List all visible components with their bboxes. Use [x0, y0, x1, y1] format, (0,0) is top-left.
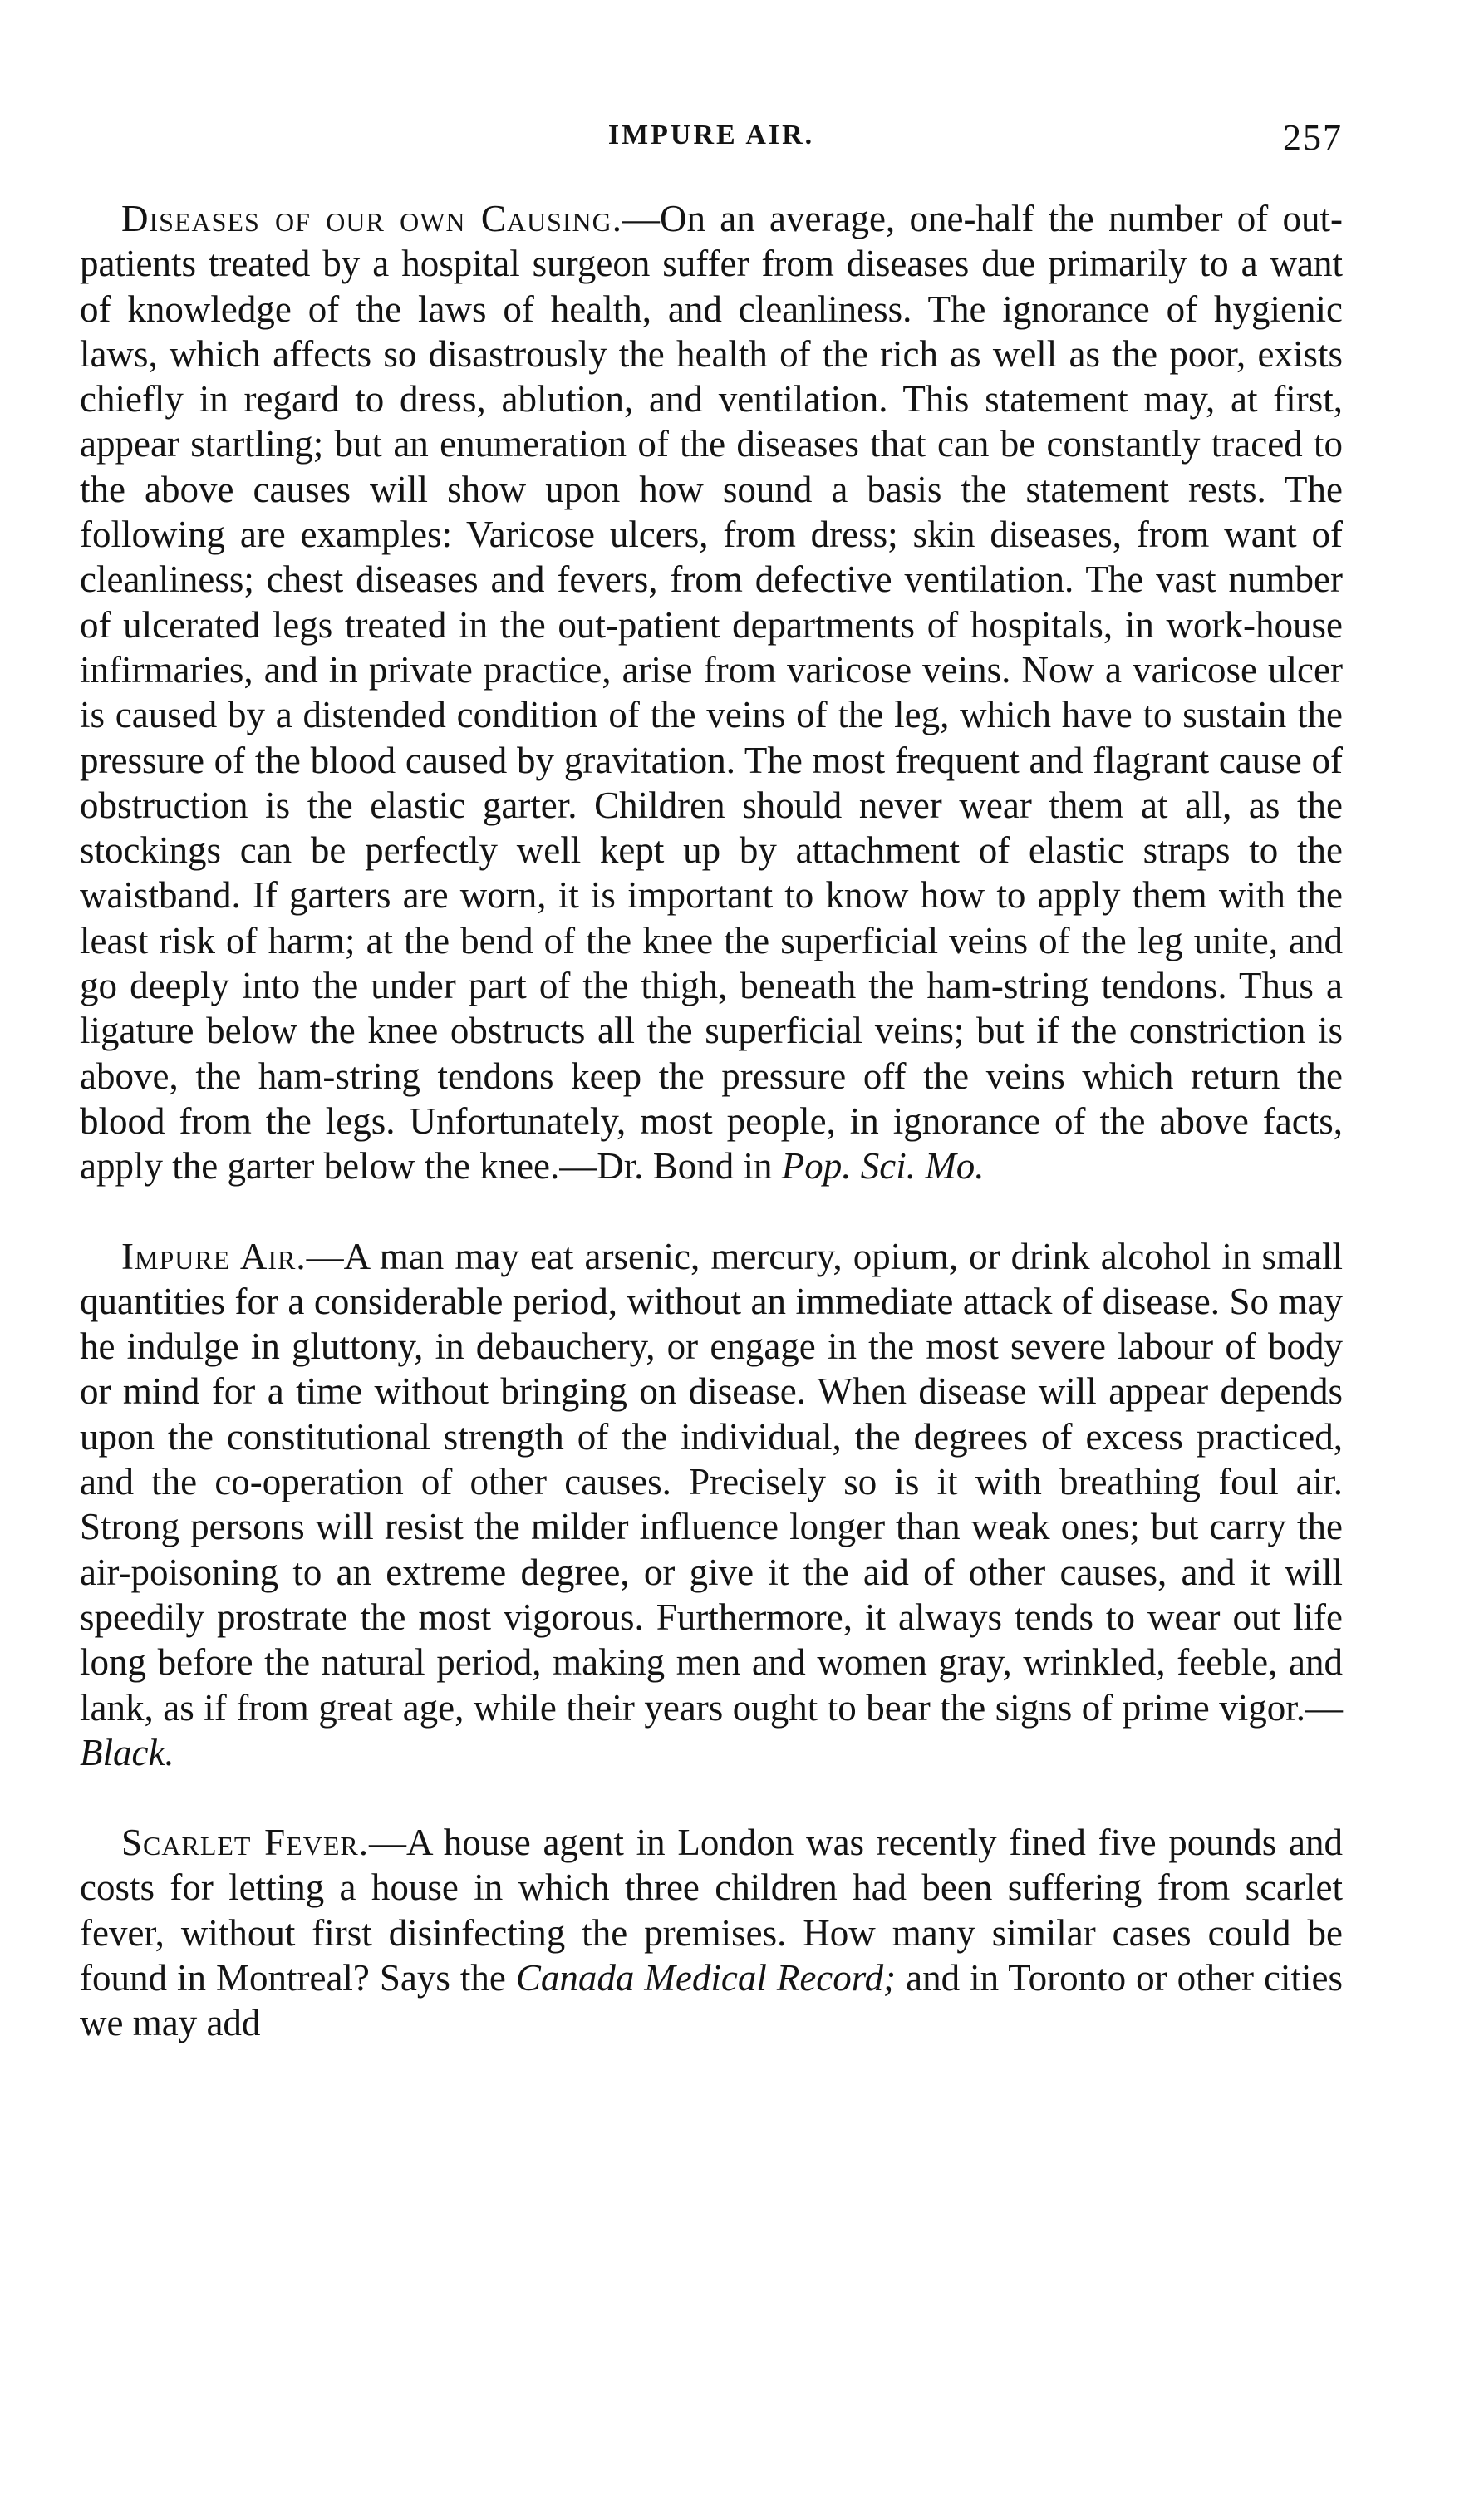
paragraph-heading: Scarlet Fever.	[121, 1822, 370, 1864]
running-header	[80, 116, 1343, 166]
paragraph-impure-air	[80, 1234, 1343, 1776]
paragraph-text: —On an average, one-half the number of out-patients treated by a hospital surgeon suffer from diseases due primarily to a want of knowledge of the laws of health, and cleanliness. The ignorance of hygienic laws, which affects so disastrously the health of the rich as well as the poor, exists chiefly in regard to dress, ablution, and ventilation. This statement may, at first, appear startling; but an enumeration of the diseases that can be constantly traced to the above causes will show upon how sound a basis the statement rests. The following are examples: Varicose ulcers, from dress; skin diseases, from want of cleanliness; chest diseases and fevers, from defective ventilation. The vast number of ulcerated legs treated in the out-patient departments of hospitals, in work-house infirmaries, and in private practice, arise from varicose veins. Now a varicose ulcer is caused by a distended condition of the veins of the leg, which have to sustain the pressure of the blood caused by gravitation. The most frequent and flagrant cause of obstruction is the elastic garter. Children should never wear them at all, as the stockings can be perfectly well kept up by attachment of elastic straps to the waistband. If garters are worn, it is important to know how to apply them with the least risk of harm; at the bend of the knee the superficial veins of the leg unite, and go deeply into the under part of the thigh, beneath the ham-string tendons. Thus a ligature below the knee obstructs all the superficial veins; but if the constriction is above, the ham-string tendons keep the pressure off the veins which return the blood from the legs. Unfortunately, most people, in ignorance of the above facts, apply the garter below the knee.—Dr. Bond in	[80, 198, 1343, 1188]
citation-italic: Pop. Sci. Mo.	[781, 1145, 985, 1188]
page-number: 257	[1283, 117, 1343, 158]
paragraph-heading: Diseases of our own Causing.	[121, 198, 622, 239]
paragraph-heading: Impure Air.	[121, 1235, 307, 1277]
citation-italic: Canada Medical Record;	[515, 1956, 897, 1999]
paragraph-text: —A house agent in London was recently fined five pounds and costs for letting a house in which three children had been suffering from scarlet fever, without first disinfecting the premises. How many similar cases could be found in Montreal? Says the	[80, 1822, 1343, 1999]
citation-italic: Black.	[80, 1731, 174, 1773]
running-title: IMPURE AIR.	[607, 120, 815, 150]
body-text	[80, 196, 1343, 2046]
paragraph-text: and in Toronto or other cities we may add	[80, 1956, 1343, 2044]
paragraph-diseases-of-our-own-causing	[80, 196, 1343, 1189]
paragraph-scarlet-fever	[80, 1820, 1343, 2045]
paragraph-text: —A man may eat arsenic, mercury, opium, or drink alcohol in small quantities for a considerable period, without an immediate attack of disease. So may he indulge in gluttony, in debauchery, or engage in the most severe labour of body or mind for a time without bringing on disease. When disease will appear depends upon the constitutional strength of the individual, the degrees of excess practiced, and the co-operation of other causes. Precisely so is it with breathing foul air. Strong persons will resist the milder influence longer than weak ones; but carry the air-poisoning to an extreme degree, or give it the aid of other causes, and it will speedily prostrate the most vigorous. Furthermore, it always tends to wear out life long before the natural period, making men and women gray, wrinkled, feeble, and lank, as if from great age, while their years ought to bear the signs of prime vigor.—	[80, 1235, 1343, 1729]
